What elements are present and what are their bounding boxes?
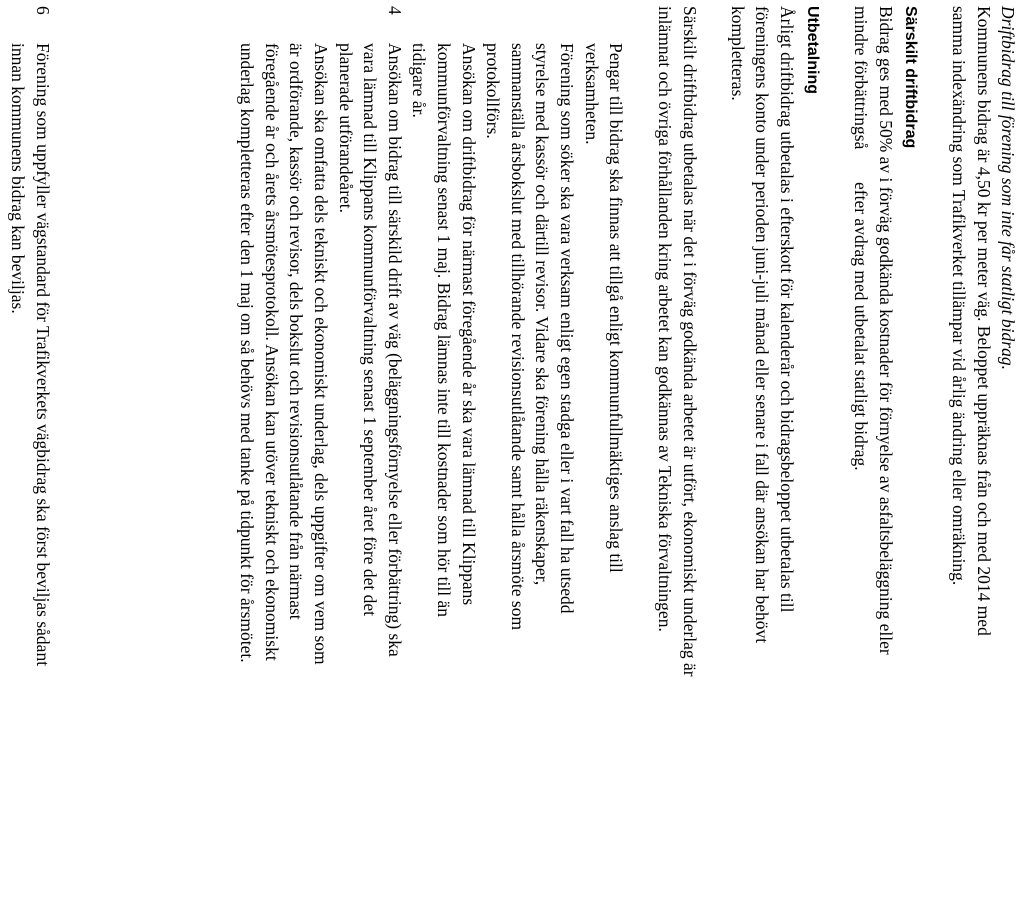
utbetalning-line-3: kompletteras. [728,6,748,101]
condition-1-line: kommunförvaltning senast 1 maj. Bidrag lämnas inte till kostnader som hör till än [434,43,454,618]
condition-6-number: 6 [33,6,53,15]
condition-1-line: sammanställa årsbokslut med tillhörande revisionsutlåtande samt hålla årsmöte som [508,43,528,631]
sarskilt-line-2b: efter avdrag med utbetalat statligt bidrag. [851,182,871,471]
condition-1-line: Pengar till bidrag ska finnas att tillgå enligt kommunfullmäktiges anslag till [606,43,626,573]
condition-4-line: Ansökan om bidrag till särskild drift av väg (beläggningsförnyelse eller förbättring) ska [385,43,405,657]
rotated-document-tail [0,0,68,912]
utbetalning-line-2: föreningens konto under perioden juni-juli månad eller senare i fall där ansökan har behövt [752,6,772,644]
condition-1-line: styrelse med kassör och därtill revisor. Vidare ska förening hålla räkenskaper, [532,43,552,586]
sarskilt-utbet-line-1: Särskilt driftbidrag utbetalas när det i förväg godkända arbetet är utfört, ekonomiskt underlag är [680,6,700,677]
condition-1-line: tidigare år. [409,43,429,118]
intro-line-2: samma indexändring som Trafikverket tillämpar vid årlig ändring eller omräkning. [949,6,969,586]
condition-4-number: 4 [385,6,405,15]
condition-4-line: vara lämnad till Klippans kommunförvaltning senast 1 september året före det det [360,43,380,616]
sarskilt-line-1: Bidrag ges med 50% av i förväg godkända kostnader för förnyelse av asfaltsbeläggning eller [876,6,896,655]
utbetalning-heading: Utbetalning [804,6,821,94]
intro-line-1: Kommunens bidrag är 4,50 kr per meter väg. Beloppet uppräknas från och med 2014 med [974,6,994,636]
condition-4-line: planerade utförandeåret. [336,43,356,214]
sarskilt-line-2a: mindre förbättringså [851,6,871,150]
sarskilt-heading: Särskilt driftbidrag [902,6,919,149]
condition-1-line: protokollförs. [483,43,503,139]
condition-6-line: innan kommunens bidrag kan beviljas. [8,43,28,314]
intro-heading: Driftbidrag till förening som inte får statligt bidrag. [998,6,1018,370]
condition-4-line: är ordförande, kassör och revisor, dels bokslut och revisionsutlåtande från närmast [286,43,306,620]
condition-1-line: verksamheten. [582,43,602,145]
utbetalning-line-1: Årligt driftbidrag utbetalas i efterskott för kalenderår och bidragsbeloppet utbetalas till [777,6,797,613]
sarskilt-utbet-line-2: inlämnat och övriga förhållanden kring arbetet kan godkännas av Tekniska förvaltningen. [655,6,675,632]
condition-1-line: Förening som söker ska vara verksam enligt egen stadga eller i vart fall ha utsedd [557,43,577,614]
condition-4-line: föregående år och årets årsmötesprotokoll. Ansökan kan utöver tekniskt och ekonomiskt [262,43,282,661]
condition-6-line: Förening som uppfyller vägstandard för Trafikverkets vägbidrag ska först beviljas sådant [33,43,53,667]
condition-1-line: Ansökan om driftbidrag för närmast föregående år ska vara lämnad till Klippans [459,43,479,606]
condition-4-line: Ansökan ska omfatta dels tekniskt och ekonomiskt underlag, dels uppgifter om vem som [311,43,331,665]
condition-4-line: underlag kompletteras efter den 1 maj om så behövs med tanke på tidpunkt för årsmötet. [237,43,257,663]
